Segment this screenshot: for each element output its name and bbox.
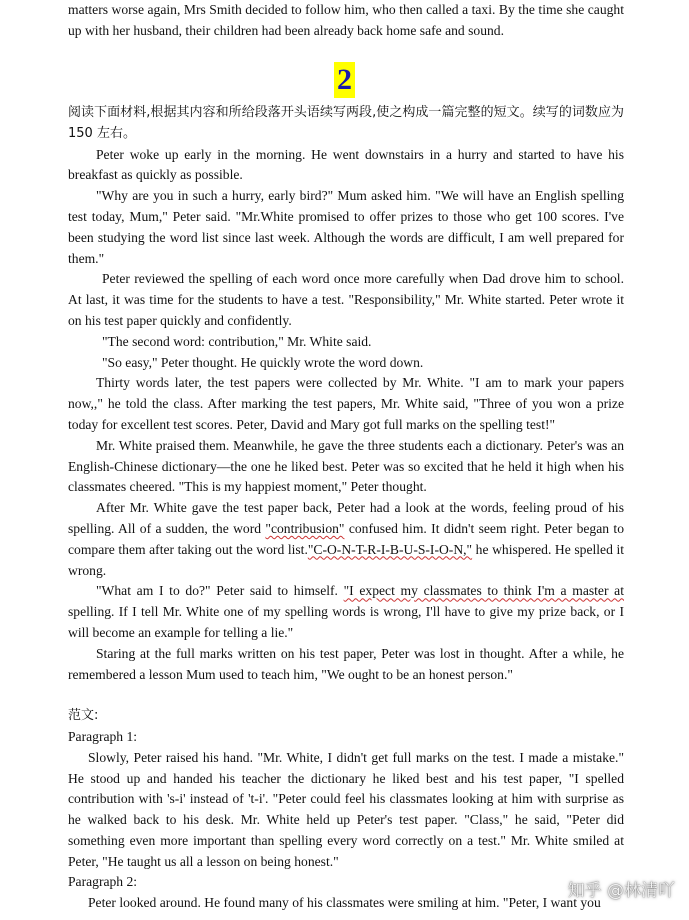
- story-paragraph: [68, 498, 624, 581]
- story-paragraph: [68, 581, 624, 643]
- spelled-out-word: "C-O-N-T-R-I-B-U-S-I-O-N,": [307, 541, 473, 557]
- paragraph-label: Paragraph 2:: [68, 874, 138, 890]
- story-paragraph: Staring at the full marks written on his test paper, Peter was lost in thought. After a while, he remembered a lesson Mum used to teach him, "We ought to be an honest person.": [68, 645, 624, 682]
- section-number-wrap: [0, 62, 689, 98]
- text-segment: "What am I to do?" Peter said to himself.: [96, 583, 344, 599]
- instruction-text: 阅读下面材料,根据其内容和所给段落开头语续写两段,使之构成一篇完整的短文。续写的词数应为 150 左右。: [68, 105, 624, 141]
- text-segment: confused him. It didn't seem right. Peter began to compare them after taking out the word list.: [68, 520, 624, 557]
- text-segment: spelling. If I tell Mr. White one of my spelling words is wrong, I'll have to give my prize back, or I will become an example for telling a lie.": [68, 604, 624, 640]
- paragraph-label: Paragraph 1:: [68, 728, 138, 744]
- story-paragraph: "The second word: contribution," Mr. White said.: [102, 333, 372, 349]
- text-segment: After Mr. White gave the test paper back, Peter had a look at the words, feeling proud of his spelling. All of a sudden, the word: [68, 500, 624, 536]
- story-paragraph: Peter reviewed the spelling of each word once more carefully when Dad drove him to school. At last, it was time for the students to have a test. "Responsibility," Mr. White started. Peter wrote it on his test paper quickly and confidently.: [68, 271, 624, 328]
- sample-paragraph: Peter looked around. He found many of his classmates were smiling at him. "Peter, I want you: [88, 895, 601, 911]
- exercise-body: [68, 103, 624, 914]
- story-paragraph: Mr. White praised them. Meanwhile, he gave the three students each a dictionary. Peter's was an English-Chinese dictionary—the one he liked best. Peter was so excited that he held it high when his classmates cheered. "This is my happiest moment," Peter thought.: [68, 437, 624, 495]
- text-segment: he whispered. He spelled it wrong.: [68, 541, 624, 578]
- previous-passage-ending: [68, 0, 624, 42]
- marked-sentence: "I expect my classmates to think I'm a master at: [343, 583, 624, 599]
- watermark: 知乎 @林清吖: [567, 881, 675, 901]
- sample-heading: 范文:: [68, 708, 99, 724]
- section-number: 2: [334, 62, 355, 98]
- story-paragraph: "So easy," Peter thought. He quickly wrote the word down.: [102, 354, 424, 370]
- story-paragraph: Peter woke up early in the morning. He went downstairs in a hurry and started to have his breakfast as quickly as possible.: [68, 146, 624, 183]
- paragraph: matters worse again, Mrs Smith decided to follow him, who then called a taxi. By the time she caught up with her husband, their children had been already back home safe and sound.: [68, 2, 624, 38]
- story-paragraph: Thirty words later, the test papers were collected by Mr. White. "I am to mark your papers now,," he told the class. After marking the test papers, Mr. White said, "Three of you won a prize today for excellent test scores. Peter, David and Mary got full marks on the spelling test!": [68, 375, 624, 432]
- misspelled-word: "contribusion": [265, 520, 345, 536]
- sample-paragraph: Slowly, Peter raised his hand. "Mr. White, I didn't get full marks on the test. I made a mistake." He stood up and handed his teacher the dictionary he liked best and his test paper, "I spelled contribution with 's-i' instead of 't-i'. "Peter could feel his classmates looking at him with surprise as he walked back to his desk. Mr. White held up Peter's test paper. "Class," he said, "Peter did something even more important than spelling every word correctly on a test." Mr. White smiled at Peter, "He taught us all a lesson on being honest.": [68, 749, 624, 869]
- story-paragraph: "Why are you in such a hurry, early bird?" Mum asked him. "We will have an English spelling test today, Mum," Peter said. "Mr.White promised to offer prizes to those who get 100 scores. I've been studying the word list since last week. Although the words are difficult, I am well prepared for them.": [68, 188, 624, 266]
- spacer: [68, 685, 624, 706]
